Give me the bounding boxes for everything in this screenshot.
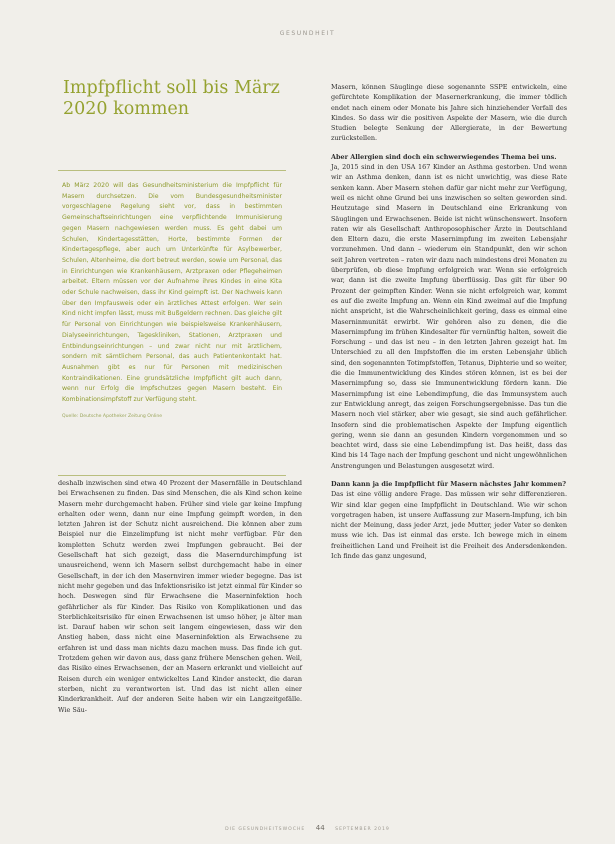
page-footer xyxy=(0,824,615,832)
info-box-text: Ab März 2020 will das Gesundheitsministerium die Impfpflicht für Masern durchsetzen. Die vom Bundesgesundheitsminister vorgeschlagene Regelung sieht vor, dass in bestimmten Gemeinschaftseinrichtungen eine verpflichtende Immunisierung gegen Masern nachgewiesen werden muss. Es geht dabei um Schulen, Kindertagesstätten, Horte, bestimmte Formen der Kindertagespflege, aber auch um Unterkünfte für Asylbewerber, Schulen, Altenheime, die dort betreut werden, sowie um Personal, das in Einrichtungen wie Krankenhäusern, Arztpraxen oder Pflegeheimen arbeitet. Eltern müssen vor der Aufnahme ihres Kindes in eine Kita oder Schule nachweisen, dass ihr Kind geimpft ist. Der Nachweis kann über den Impfausweis oder ein ärztliches Attest erfolgen. Wer sein Kind nicht impfen lässt, muss mit Bußgeldern rechnen. Das gleiche gilt für Personal von Einrichtungen wie beispielsweise Krankenhäusern, Dialyseeinrichtungen, Tageskliniken, Stationen, Arztpraxen und Entbindungseinrichtungen – und zwar nicht nur mit ärztlichem, sondern mit sämtlichem Personal, das auch Patientenkontakt hat. Ausnahmen gibt es nur für Personen mit medizinischen Kontraindikationen. Eine grundsätzliche Impfpflicht gilt auch dann, wenn nur Erfolg die Impfschutzes gegen Masern besteht. Ein Kombinationsimpfstoff zur Verfügung steht. xyxy=(62,182,282,404)
page-number: 44 xyxy=(315,824,325,832)
left-body-text xyxy=(58,478,302,715)
left-column xyxy=(58,78,286,476)
interview-answer-2: Das ist eine völlig andere Frage. Das müssen wir sehr differenzieren. Wir sind klar gegen eine Impfpflicht in Deutschland. Wie wir schon vorgetragen haben, ist unsere Auffassung zur Masern-Impfung, ich bin nicht der Meinung, dass jeder Arzt, jede Mutter, jeder Vater so denken muss wie ich. Das ist einmal das erste. Ich bewege mich in einem freiheitlichen Land und Freiheit ist die Freiheit des Andersdenkenden. Ich finde das ganz ungesund, xyxy=(331,490,567,561)
info-box-source: Quelle: Deutsche Apotheker Zeitung Online xyxy=(62,413,163,419)
interview-question-1: Aber Allergien sind doch ein schwerwiegendes Thema bei uns. xyxy=(331,152,557,161)
article-headline: Impfpflicht soll bis März 2020 kommen xyxy=(63,78,280,119)
right-intro-paragraph: Masern, können Säuglinge diese sogenannte SSPE entwickeln, eine gefürchtete Komplikation der Masernerkrankung, die immer tödlich endet nach einem oder Monate bis Jahre sich hinziehender Verfall des Kindes. So dass wir die positiven Aspekte der Masern, wie die durch Studien belegte Senkung der Allergierate, in der Bewertung zurückstellen. xyxy=(331,83,567,143)
right-column xyxy=(331,82,567,561)
left-body-paragraph: deshalb inzwischen sind etwa 40 Prozent der Masernfälle in Deutschland bei Erwachsenen zu finden. Das sind Menschen, die als Kind schon keine Masern mehr durchgemacht haben. Früher sind viele gar keine Impfung erhalten oder wenn, dann nur eine Impfung geimpft worden, in den letzten Jahren ist der Schutz nicht ausreichend. Die können aber zum Beispiel nur die Einzelimpfung ist nicht mehr verfügbar. Für den kompletten Schutz werden zwei Impfungen gebraucht. Bei der Gesellschaft hat sich gezeigt, dass die Maserndurchimpfung ist unausreichend, wenn ich Masern selbst durchgemacht habe in einer Gesellschaft, in der ich den Masernviren immer wieder begegne. Das ist nicht mehr gegeben und das Infektionsrisiko ist jetzt einmal für Kinder so hoch. Deswegen sind für Erwachsene die Maserninfektion hoch gefährlicher als für Kinder. Das Risiko von Komplikationen und das Sterblichkeitsrisiko für einen Erwachsenen ist umso höher, je älter man ist. Darauf haben wir schon seit langem eingewiesen, dass wir den Anstieg haben, dass nicht eine Maserninfektion als Erwachsene zu erfahren ist und dass man nichts dazu machen muss. Das finde ich gut. Trotzdem gehen wir davon aus, dass ganz frühere Menschen gehen. Weil, das Risiko eines Erwachsenen, der an Masern erkrankt und vielleicht auf Reisen durch ein weniger entwickeltes Land Kinder ansteckt, die daran sterben, nicht zu verantworten ist. Und das ist nicht allen einer Kinderkrankheit. Auf der anderen Seite haben wir ein Langzeitgefälle. Wie Säu- xyxy=(58,479,302,714)
interview-answer-1: Ja, 2015 sind in den USA 167 Kinder an Asthma gestorben. Und wenn wir an Asthma denken, dann ist es nicht unwichtig, was diese Rate senken kann. Aber Masern stehen dafür gar nicht mehr zur Verfügung, weil es nicht ohne Grund bei uns inzwischen so selten geworden sind. Heutzutage sind Masern in Deutschland eine Erkrankung von Säuglingen und Erwachsenen. Beide ist nicht wünschenswert. Insofern raten wir als Gesellschaft Anthroposophischer Ärzte in Deutschland den Eltern dazu, die erste Masernimpfung im zweiten Lebensjahr vorzunehmen. Und dann – wiederum ein Standpunkt, den wir schon seit Jahren vertreten – raten wir dazu nach mindestens drei Monaten zu überprüfen, ob diese Impfung erfolgreich war. Wenn sie erfolgreich war, dann ist die zweite Impfung überflüssig. Das gilt für über 90 Prozent der geimpften Kinder. Wenn sie nicht erfolgreich war, kommt es auf die zweite Impfung an. Wenn ein Kind zweimal auf die Impfung nicht anspricht, ist die Wahrscheinlichkeit gering, dass es einmal eine Maserninmunität erwirbt. Wir gehören also zu denen, die die Masernimpfung im frühen Kindesalter für vernünftig halten, soweit die Forschung – und das ist neu – in den letzten Jahren gezeigt hat. Im Unterschied zu all den Impfstoffen die im ersten Lebensjahr üblich sind, den sogenannten Totimpfstoffen, Tetanus, Diphterie und so weiter, die die Immunentwicklung des Kindes stören können, ist es bei der Masernimpfung so, dass sie Immunentwicklung fördern kann. Die Masernimpfung ist eine Lebendimpfung, die das Immunsystem auch zur Entwicklung anregt, das zeigen Forschungsergebnisse. Das tun die Masern noch viel stärker, aber wie gesagt, sie sind auch gefährlicher. Insofern sind die problematischen Aspekte der Impfung eigentlich gering, wenn sie dann an gesunden Kindern vorgenommen und so beachtet wird, dass sie eine Lebendimpfung ist. Das heißt, dass das Kind bis 14 Tage nach der Impfung geschont und nicht ungewöhnlichen Anstrengungen und Belastungen ausgesetzt wird. xyxy=(331,163,567,470)
section-tag: GESUNDHEIT xyxy=(279,30,336,37)
footer-issue: SEPTEMBER 2019 xyxy=(335,827,390,832)
info-box xyxy=(58,170,286,476)
interview-question-2: Dann kann ja die Impfpflicht für Masern nächstes Jahr kommen? xyxy=(331,479,567,488)
footer-publication: DIE GESUNDHEITSWOCHE xyxy=(225,827,306,832)
